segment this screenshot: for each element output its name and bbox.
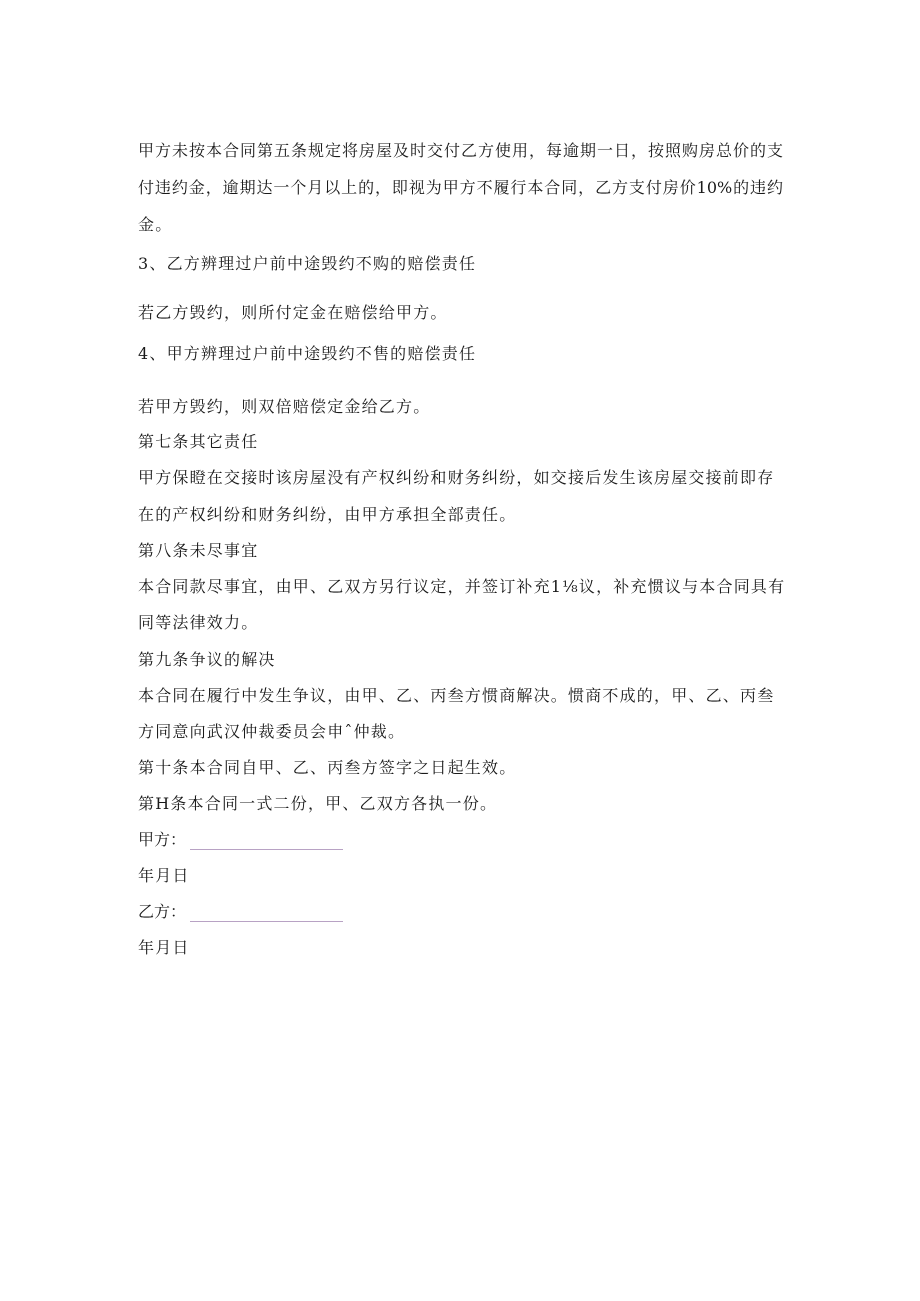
party-a-date: 年月日 <box>138 866 190 885</box>
paragraph-line: 方同意向武汉仲裁委员会申ˆ仲裁。 <box>138 722 406 741</box>
party-b-signature-row <box>138 902 343 922</box>
article-heading: 第九条争议的解决 <box>138 650 276 669</box>
paragraph-line: 同等法律效力。 <box>138 613 259 632</box>
party-b-label: 乙方： <box>138 902 187 921</box>
section-heading: 4、甲方辨理过户前中途毁约不售的赔偿责任 <box>138 344 477 363</box>
paragraph-line: 本合同在履行中发生争议，由甲、乙、丙叁方惯商解决。惯商不成的，甲、乙、丙叁 <box>138 686 775 705</box>
section-heading: 3、乙方辨理过户前中途毁约不购的赔偿责任 <box>138 254 477 273</box>
party-a-label: 甲方： <box>138 830 187 849</box>
party-a-signature-line <box>190 835 343 850</box>
party-b-signature-line <box>190 907 343 922</box>
paragraph-line: 若乙方毁约，则所付定金在赔偿给甲方。 <box>138 303 448 322</box>
article-heading: 第八条未尽事宜 <box>138 541 259 560</box>
party-b-date: 年月日 <box>138 938 190 957</box>
paragraph-line: 本合同款尽事宜，由甲、乙双方另行议定，并签订补充1⅛议，补充惯议与本合同具有 <box>138 577 786 596</box>
paragraph-line: 甲方未按本合同第五条规定将房屋及时交付乙方使用，每逾期一日，按照购房总价的支 <box>138 141 783 160</box>
paragraph-line: 甲方保瞪在交接时该房屋没有产权纠纷和财务纠纷，如交接后发生该房屋交接前即存 <box>138 468 775 487</box>
article-heading: 第七条其它责任 <box>138 432 259 451</box>
paragraph-line: 若甲方毁约，则双倍赔偿定金给乙方。 <box>138 397 431 416</box>
article-heading: 第H条本合同一式二份，甲、乙双方各执一份。 <box>138 794 498 813</box>
paragraph-line: 在的产权纠纷和财务纠纷，由甲方承担全部责任。 <box>138 505 517 524</box>
paragraph-line: 付违约金，逾期达一个月以上的，即视为甲方不履行本合同，乙方支付房价10%的违约 <box>138 178 783 197</box>
paragraph-line: 金。 <box>138 215 173 234</box>
party-a-signature-row <box>138 830 343 850</box>
article-heading: 第十条本合同自甲、乙、丙叁方签字之日起生效。 <box>138 758 517 777</box>
